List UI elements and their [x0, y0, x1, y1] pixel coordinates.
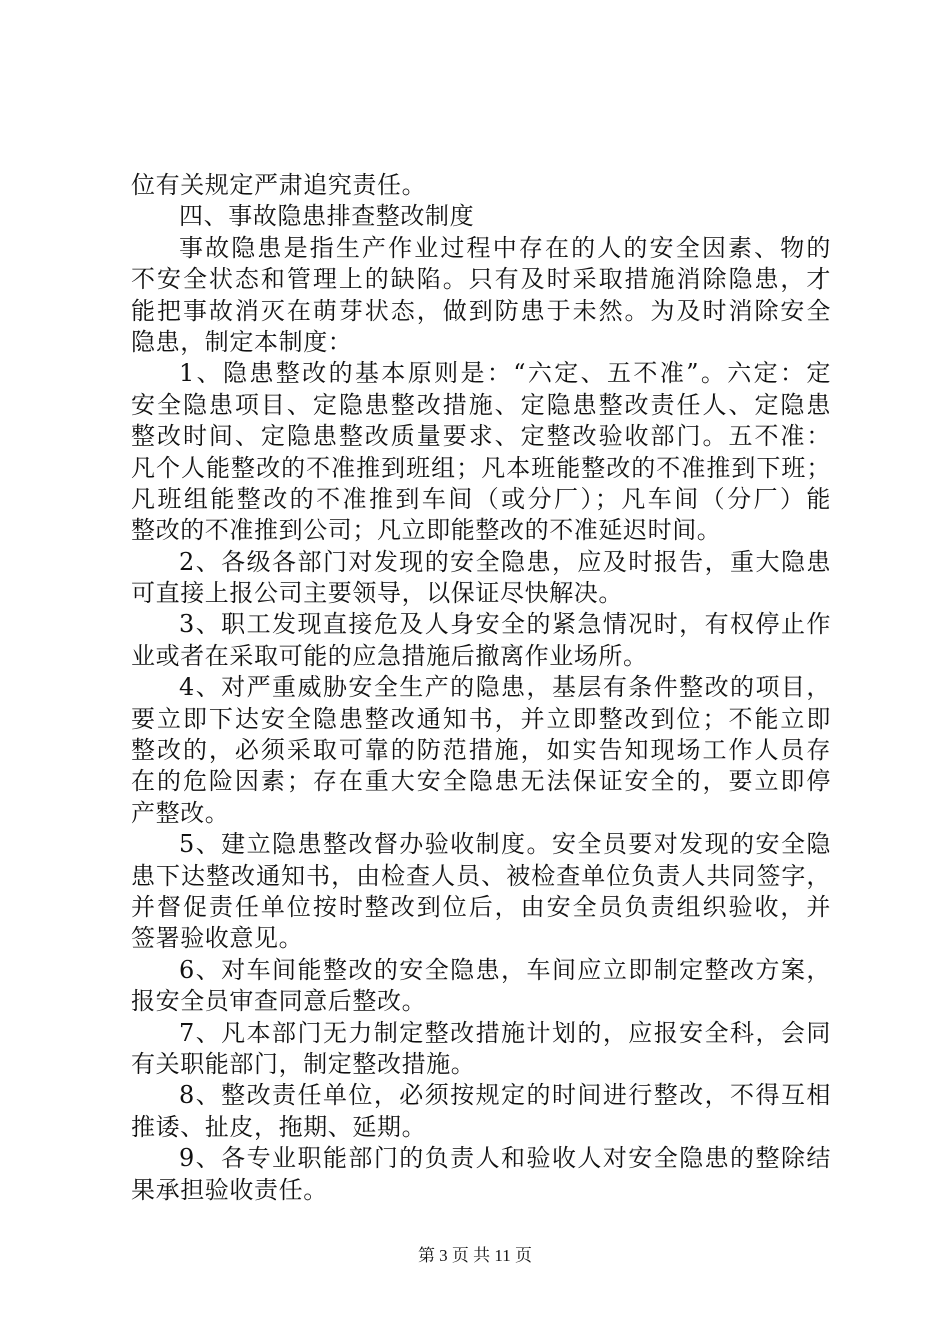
text-line: 可直接上报公司主要领导，以保证尽快解决。 — [131, 579, 623, 608]
page-footer: 第 3 页 共 11 页 — [417, 1246, 533, 1265]
text-line: 有关职能部门，制定整改措施。 — [131, 1049, 476, 1078]
text-line: 整改的，必须采取可靠的防范措施，如实告知现场工作人员存 — [131, 736, 831, 765]
text-line: 事故隐患是指生产作业过程中存在的人的安全因素、物的 — [179, 233, 831, 262]
text-line: 报安全员审查同意后整改。 — [131, 987, 427, 1016]
text-line: 能把事故消灭在萌芽状态，做到防患于未然。为及时消除安全 — [131, 296, 831, 325]
text-line: 患下达整改通知书，由检查人员、被检查单位负责人共同签字， — [131, 861, 831, 890]
text-line: 2、各级各部门对发现的安全隐患，应及时报告，重大隐患 — [179, 547, 831, 576]
text-line: 业或者在采取可能的应急措施后撤离作业场所。 — [131, 641, 648, 670]
text-line: 9、各专业职能部门的负责人和验收人对安全隐患的整除结 — [179, 1144, 831, 1173]
text-line: 要立即下达安全隐患整改通知书，并立即整改到位；不能立即 — [131, 704, 831, 733]
text-line: 6、对车间能整改的安全隐患，车间应立即制定整改方案， — [179, 955, 831, 984]
text-line: 8、整改责任单位，必须按规定的时间进行整改，不得互相 — [179, 1081, 831, 1110]
text-line: 并督促责任单位按时整改到位后，由安全员负责组织验收，并 — [131, 892, 831, 921]
text-line: 位有关规定严肃追究责任。 — [131, 171, 427, 199]
text-line: 果承担验收责任。 — [131, 1175, 328, 1204]
text-line: 安全隐患项目、定隐患整改措施、定隐患整改责任人、定隐患 — [131, 390, 831, 419]
text-line: 四、事故隐患排查整改制度 — [179, 202, 475, 231]
text-line: 5、建立隐患整改督办验收制度。安全员要对发现的安全隐 — [179, 830, 831, 859]
text-line: 不安全状态和管理上的缺陷。只有及时采取措施消除隐患，才 — [131, 265, 831, 294]
text-line: 7、凡本部门无力制定整改措施计划的，应报安全科，会同 — [179, 1018, 831, 1047]
text-line: 凡班组能整改的不准推到车间（或分厂）；凡车间（分厂）能 — [131, 484, 831, 513]
text-line: 整改时间、定隐患整改质量要求、定整改验收部门。五不准： — [131, 422, 831, 451]
text-line: 推诿、扯皮，拖期、延期。 — [131, 1112, 427, 1141]
text-line: 1、隐患整改的基本原则是：“六定、五不准”。六定：定 — [179, 359, 831, 388]
text-line: 4、对严重威胁安全生产的隐患，基层有条件整改的项目， — [179, 673, 831, 702]
text-line: 在的危险因素；存在重大安全隐患无法保证安全的，要立即停 — [131, 767, 831, 796]
text-line: 签署验收意见。 — [131, 924, 304, 953]
text-line: 产整改。 — [131, 798, 230, 827]
document-body — [131, 170, 831, 1206]
text-line: 凡个人能整改的不准推到班组；凡本班能整改的不准推到下班； — [131, 453, 831, 482]
text-line: 3、职工发现直接危及人身安全的紧急情况时，有权停止作 — [179, 610, 831, 639]
text-line: 整改的不准推到公司；凡立即能整改的不准延迟时间。 — [131, 516, 722, 545]
text-line: 隐患，制定本制度： — [131, 327, 353, 356]
